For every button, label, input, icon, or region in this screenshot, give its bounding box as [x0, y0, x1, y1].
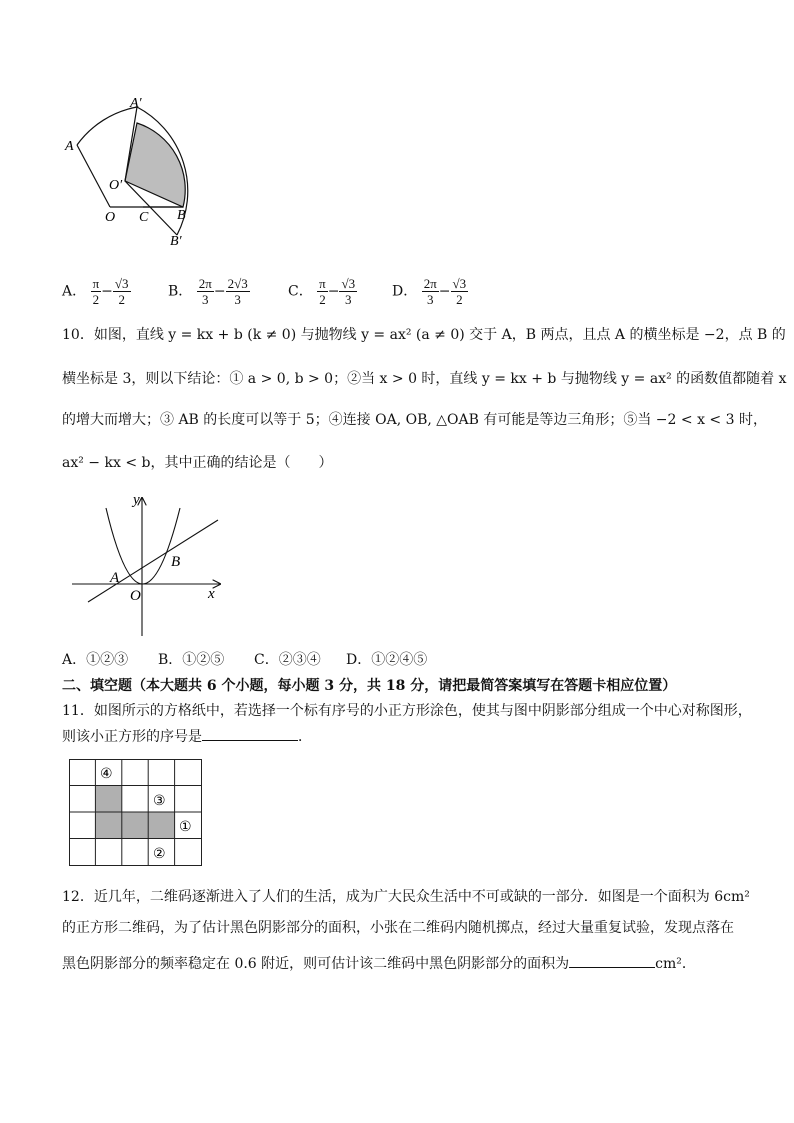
q12-line-1: 12．近几年，二维码逐渐进入了人们的生活，成为广大民众生活中不可或缺的一部分．如图是一个面积为 6cm² [62, 889, 750, 905]
q10-graph [68, 490, 228, 640]
label-O: O [105, 210, 116, 225]
q11-line-2: 则该小正方形的序号是 ． [62, 726, 312, 747]
q9-options [62, 264, 762, 308]
label-O-prime: O′ [109, 178, 123, 193]
grid-mark-4[interactable]: ④ [100, 766, 113, 782]
q10-option-b[interactable]: B．①②⑤ [158, 652, 225, 668]
grid-mark-3[interactable]: ③ [153, 793, 166, 809]
q10-line-2: 横坐标是 3，则以下结论：① a > 0, b > 0；②当 x > 0 时，直线 y = kx + b 与抛物线 y = ax² 的函数值都随着 x [62, 371, 787, 387]
q10-line-4: ax² − kx < b，其中正确的结论是（ ） [62, 455, 333, 471]
label-A-prime: A′ [130, 96, 142, 111]
q11-answer-blank[interactable] [202, 726, 298, 741]
graph-label-B: B [171, 554, 181, 570]
grid-mark-1[interactable]: ① [179, 819, 192, 835]
label-A: A [65, 139, 74, 154]
section-fill-in-title: 二、填空题（本大题共 6 个小题，每小题 3 分，共 18 分，请把最简答案填写在答题卡相应位置） [62, 678, 677, 694]
graph-label-x: x [208, 586, 215, 602]
q10-line-3: 的增大而增大；③ AB 的长度可以等于 5；④连接 OA, OB, △OAB 有可能是等边三角形；⑤当 −2 < x < 3 时， [62, 412, 767, 428]
q10-option-a[interactable]: A．①②③ [62, 652, 129, 668]
label-B: B [177, 208, 186, 223]
q10-option-c[interactable]: C．②③④ [254, 652, 321, 668]
graph-label-O: O [130, 588, 141, 604]
q9-option-d[interactable]: D． $\frac{2\pi}{3}$ − $\frac{√3}{2}$ [392, 276, 467, 307]
q10-option-d[interactable]: D．①②④⑤ [346, 652, 428, 668]
grid-mark-2[interactable]: ② [153, 846, 166, 862]
q12-answer-blank[interactable] [569, 953, 655, 968]
label-B-prime: B′ [170, 234, 182, 249]
q10-line-1: 10．如图，直线 y = kx + b (k ≠ 0) 与抛物线 y = ax² (a ≠ 0) 交于 A，B 两点，且点 A 的横坐标是 −2，点 B 的 [62, 327, 786, 343]
q11-line-1: 11．如图所示的方格纸中，若选择一个标有序号的小正方形涂色，使其与图中阴影部分组成一个中心对称图形， [62, 703, 752, 719]
q12-line-2: 的正方形二维码，为了估计黑色阴影部分的面积，小张在二维码内随机掷点，经过大量重复试验，发现点落在 [62, 920, 734, 936]
q11-grid [69, 759, 202, 866]
q9-option-a[interactable]: A． $\frac{\pi}{2}$ − $\frac{√3}{2}$ [62, 276, 129, 307]
graph-label-A: A [110, 570, 120, 586]
q9-option-c[interactable]: C． $\frac{\pi}{2}$ − $\frac{√3}{3}$ [288, 276, 356, 307]
graph-label-y: y [133, 492, 140, 508]
q12-line-3: 黑色阴影部分的频率稳定在 0.6 附近，则可估计该二维码中黑色阴影部分的面积为 cm²． [62, 953, 696, 974]
q9-option-b[interactable]: B． $\frac{2\pi}{3}$ − $\frac{2√3}{3}$ [168, 276, 248, 307]
label-C: C [139, 210, 149, 225]
q9-figure [55, 95, 215, 250]
